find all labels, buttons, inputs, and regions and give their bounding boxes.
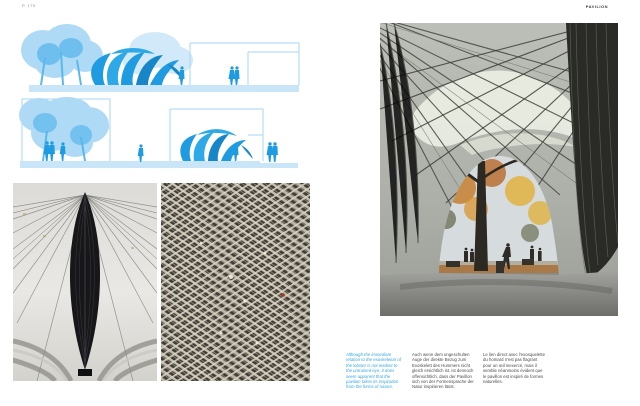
site-elevation-drawing-bottom xyxy=(15,95,305,175)
ground-line xyxy=(29,85,299,92)
caption-german: Auch wenn dem ungeschulten Auge der direkte Bezug zum Exoskelett des Hummers nicht gleich ersichtlich ist, ist dennoch offensichtlich, dass der Pavillon sich von der Formensprache der Natur inspirieren lässt. xyxy=(412,352,474,390)
caption-english: Although the immediate relation to the exoskeleton of the lobster is not evident to the untrained eye, it does seem apparent that the pavilion takes its inspiration from the forms of nature. xyxy=(346,352,401,390)
photo-pavilion-interior xyxy=(380,23,618,316)
elevation-top-svg xyxy=(15,12,305,94)
trees-group xyxy=(21,24,103,85)
ground-line xyxy=(20,161,298,168)
page-number: P. 170 xyxy=(22,3,36,8)
section-header: PAVILION xyxy=(585,4,608,9)
fiber-mesh-svg xyxy=(161,183,310,381)
red-detail xyxy=(281,293,285,297)
site-elevation-drawing-top xyxy=(15,12,305,94)
elevation-bottom-svg xyxy=(15,95,305,175)
pavilion-silhouette xyxy=(180,129,253,161)
photo-filament-column xyxy=(13,183,157,381)
column-base xyxy=(78,369,92,376)
pavilion-interior-svg xyxy=(380,23,618,316)
filament-column-svg xyxy=(13,183,157,381)
interior-floor xyxy=(380,271,618,316)
photo-fiber-mesh xyxy=(161,183,310,381)
building-outline xyxy=(190,43,299,85)
caption-french: Le lien direct avec l'exosquelette du homard n'est pas flagrant pour un œil inexercé, mais il semble néanmoins évident que le pavillon est inspiré de formes naturelles. xyxy=(483,352,545,385)
